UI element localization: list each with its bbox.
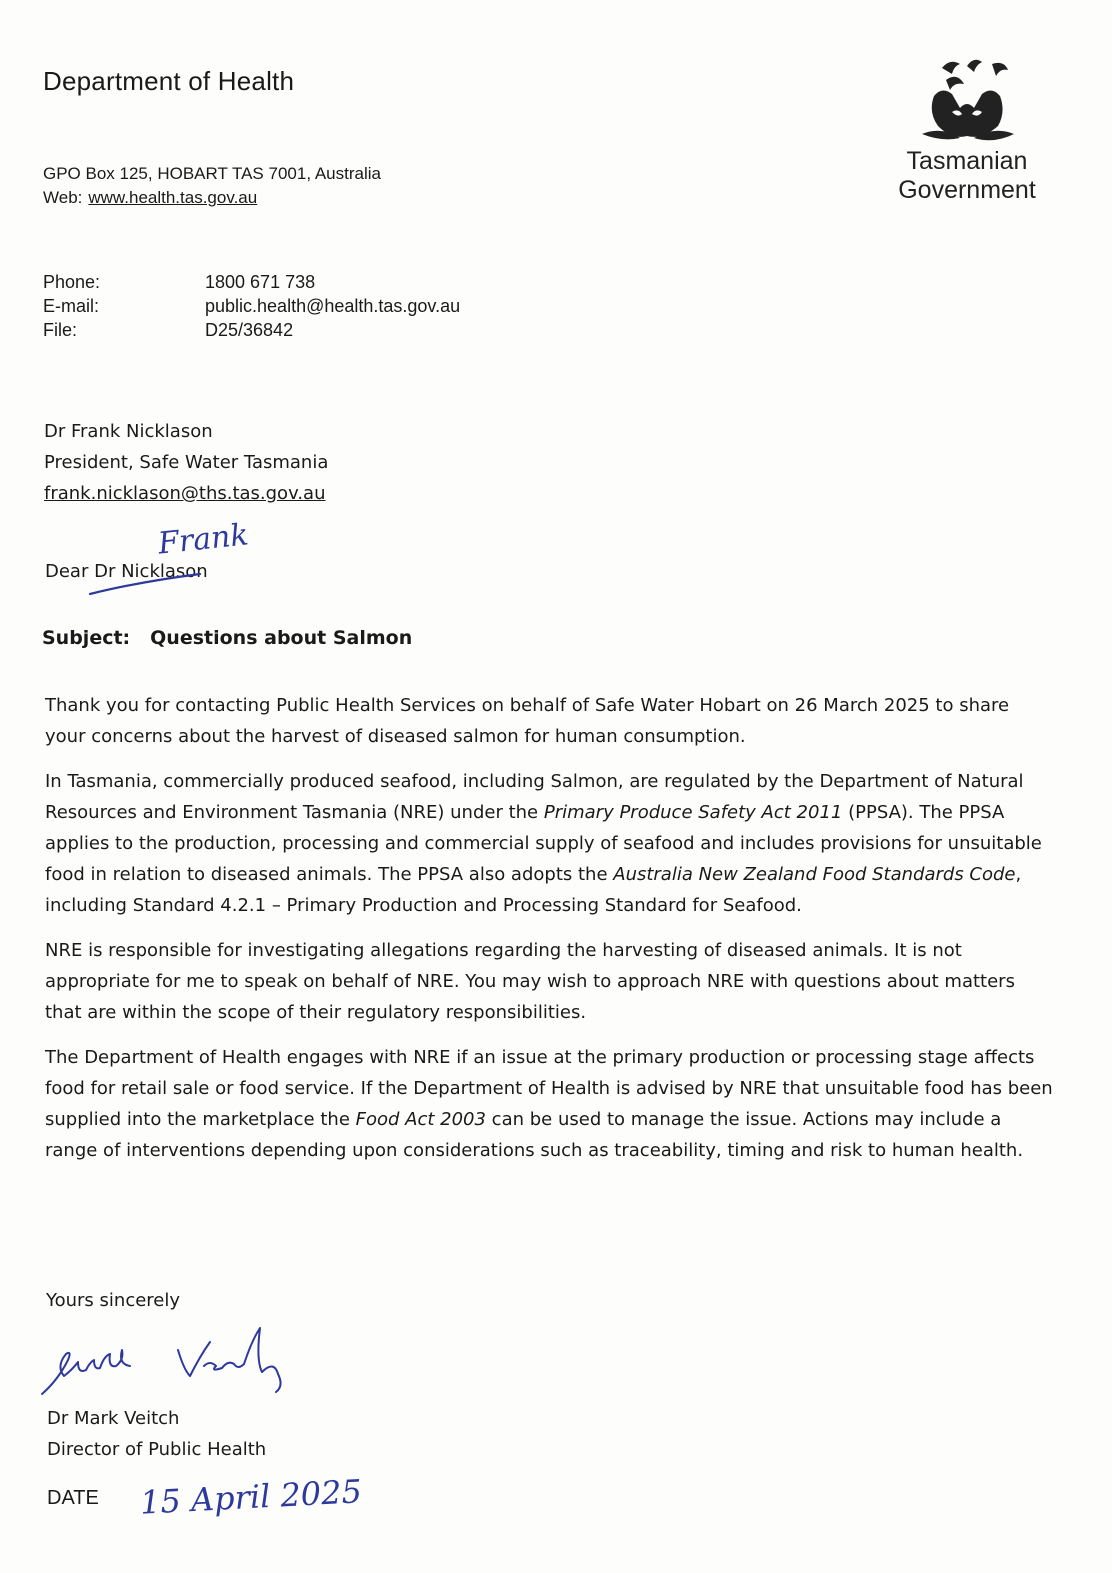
- letter-body: [45, 690, 1055, 1180]
- logo-text-line-1: Tasmanian: [906, 147, 1028, 175]
- paragraph-2-part-b: (PPSA). The PPSA applies to the production, processing and commercial supply of seafood and includes provisions for unsuitable food in relation to diseased animals. The PPSA also adopts the: [45, 802, 1042, 885]
- subject-label: Subject:: [42, 627, 131, 649]
- web-label: Web:: [43, 188, 83, 207]
- code-name: Australia New Zealand Food Standards Code: [613, 864, 1016, 885]
- file-row: [43, 318, 460, 342]
- recipient-name: Dr Frank Nicklason: [44, 421, 213, 442]
- sign-off: Yours sincerely: [46, 1290, 181, 1311]
- date-label: DATE: [47, 1487, 99, 1509]
- paragraph-4-part-b: can be used to manage the issue. Actions may include a range of interventions depending upon considerations such as traceability, timing and risk to human health.: [45, 1109, 1024, 1161]
- address-block: [43, 162, 381, 210]
- signer-block: [47, 1403, 266, 1465]
- signer-name: Dr Mark Veitch: [47, 1408, 180, 1429]
- recipient-title: President, Safe Water Tasmania: [44, 452, 329, 473]
- phone-row: [43, 270, 460, 294]
- subject-line: [42, 627, 412, 649]
- logo-text-line-2: Government: [898, 176, 1036, 204]
- paragraph-2-part-c: , including Standard 4.2.1 – Primary Production and Processing Standard for Seafood.: [45, 864, 1022, 916]
- subject-text: Questions about Salmon: [150, 627, 413, 649]
- paragraph-2: [45, 766, 1055, 921]
- handwritten-first-name: Frank: [156, 517, 251, 562]
- recipient-block: [44, 416, 328, 509]
- email-value: public.health@health.tas.gov.au: [205, 296, 461, 316]
- phone-value: 1800 671 738: [205, 272, 316, 292]
- web-row: [43, 186, 381, 210]
- file-label: File:: [43, 320, 78, 340]
- tasmanian-devil-logo-icon: [912, 56, 1022, 146]
- postal-address: GPO Box 125, HOBART TAS 7001, Australia: [43, 164, 381, 183]
- act-name-ppsa: Primary Produce Safety Act 2011: [543, 802, 843, 823]
- paragraph-1: Thank you for contacting Public Health Services on behalf of Safe Water Hobart on 26 March 2025 to share your concerns about the harvest of diseased salmon for human consumption.: [45, 695, 1010, 747]
- act-name-food: Food Act 2003: [355, 1109, 486, 1130]
- email-row: [43, 294, 460, 318]
- paragraph-2-part-a: In Tasmania, commercially produced seafood, including Salmon, are regulated by the Department of Natural Resources and Environment Tasmania (NRE) under the: [45, 771, 1024, 823]
- web-link[interactable]: www.health.tas.gov.au: [88, 188, 258, 207]
- phone-label: Phone:: [43, 272, 101, 292]
- paragraph-4: [45, 1042, 1055, 1166]
- handwritten-signature: [38, 1320, 298, 1400]
- paragraph-3: NRE is responsible for investigating allegations regarding the harvesting of diseased animals. It is not appropriate for me to speak on behalf of NRE. You may wish to approach NRE with questions about matters that are within the scope of their regulatory responsibilities.: [45, 940, 1015, 1023]
- department-title: Department of Health: [43, 66, 295, 96]
- handwritten-date: 15 April 2025: [139, 1472, 363, 1522]
- contact-details: [43, 270, 460, 342]
- salutation-prefix: Dear Dr: [45, 561, 122, 582]
- paragraph-4-part-a: The Department of Health engages with NRE if an issue at the primary production or processing stage affects food for retail sale or food service. If the Department of Health is advised by NRE that unsuitable food has been supplied into the marketplace the: [45, 1047, 1053, 1130]
- tasmanian-government-logo: [882, 56, 1052, 204]
- handwritten-strike-line: [88, 568, 208, 598]
- signer-title: Director of Public Health: [47, 1439, 267, 1460]
- file-value: D25/36842: [205, 320, 294, 340]
- recipient-email[interactable]: frank.nicklason@ths.tas.gov.au: [44, 483, 326, 504]
- email-label: E-mail:: [43, 296, 100, 316]
- salutation-name: Nicklason: [121, 561, 208, 582]
